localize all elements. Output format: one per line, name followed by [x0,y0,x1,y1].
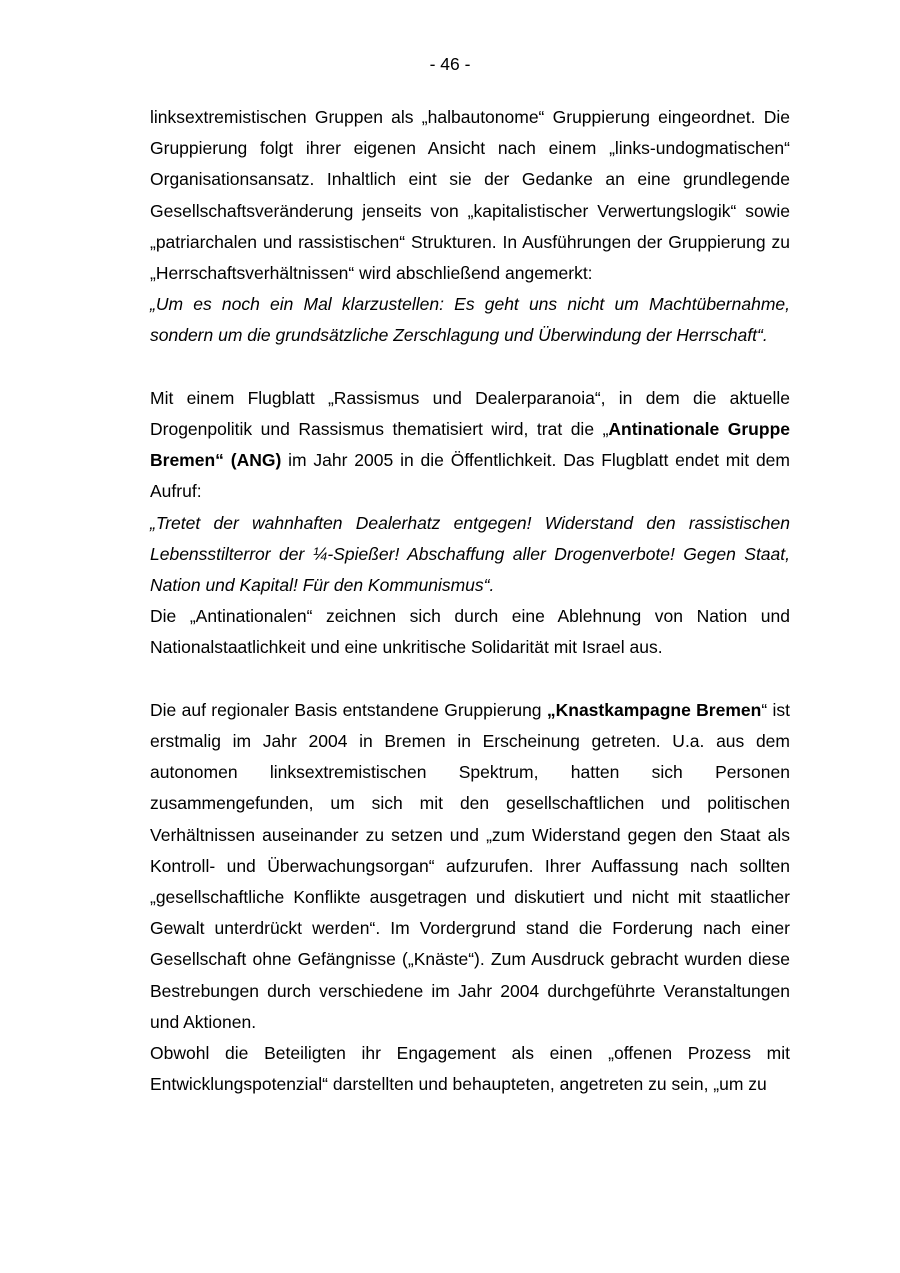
document-body [150,102,790,1100]
group-name-ang: Antinationale Gruppe Bremen“ (ANG) [150,419,790,471]
paragraph-2-text-after: im Jahr 2005 in die Öffentlichkeit. Das Flugblatt endet mit dem Aufruf: [150,450,790,502]
paragraph-gap [150,352,790,383]
paragraph-2 [150,383,790,508]
page-number: - 46 - [429,54,471,74]
paragraph-4 [150,695,790,1038]
paragraph-4-text-after: “ ist erstmalig im Jahr 2004 in Bremen in Erscheinung getreten. U.a. aus dem autonomen linksextremistischen Spektrum, hatten sich Personen zusammengefunden, um sich mit den gesellschaftlichen und politischen Verhältnissen auseinander zu setzen und „zum Widerstand gegen den Staat als Kontroll- und Überwachungsorgan“ aufzurufen. Ihrer Auffassung nach sollten „gesellschaftliche Konflikte ausgetragen und diskutiert und nicht mit staatlicher Gewalt unterdrückt werden“. Im Vordergrund stand die Forderung nach einer Gesellschaft ohne Gefängnisse („Knäste“). Zum Ausdruck gebracht wurden diese Bestrebungen durch verschiedene im Jahr 2004 durchgeführte Veranstaltungen und Aktionen. [150,699,790,1032]
paragraph-4-text-before: Die auf regionaler Basis entstandene Gruppierung [150,699,547,720]
paragraph-5: Obwohl die Beteiligten ihr Engagement als einen „offenen Prozess mit Entwicklungspotenzial“ darstellten und behaupteten, angetreten zu sein, „um zu [150,1043,790,1095]
paragraph-3: Die „Antinationalen“ zeichnen sich durch eine Ablehnung von Nation und Nationalstaatlichkeit und eine unkritische Solidarität mit Israel aus. [150,606,790,658]
paragraph-2-text-before: Mit einem Flugblatt „Rassismus und Dealerparanoia“, in dem die aktuelle Drogenpolitik und Rassismus thematisiert wird, trat die „ [150,387,790,440]
paragraph-1: linksextremistischen Gruppen als „halbautonome“ Gruppierung eingeordnet. Die Gruppierung folgt ihrer eigenen Ansicht nach einem „links-undogmatischen“ Organisationsansatz. Inhaltlich eint sie der Gedanke an eine grundlegende Gesellschaftsveränderung jenseits von „kapitalistischer Verwertungslogik“ sowie „patriarchalen und rassistischen“ Strukturen. In Ausführungen der Gruppierung zu „Herrschaftsverhältnissen“ wird abschließend angemerkt: [150,107,790,284]
quote-2: „Tretet der wahnhaften Dealerhatz entgegen! Widerstand den rassistischen Lebensstilterror der ¼-Spießer! Abschaffung aller Drogenverbote! Gegen Staat, Nation und Kapital! Für den Kommunismus“. [150,512,790,596]
quote-1: „Um es noch ein Mal klarzustellen: Es geht uns nicht um Machtübernahme, sondern um die grundsätzliche Zerschlagung und Überwindung der Herrschaft“. [150,294,790,346]
group-name-knastkampagne: „Knastkampagne Bremen [546,699,762,720]
paragraph-gap [150,664,790,695]
